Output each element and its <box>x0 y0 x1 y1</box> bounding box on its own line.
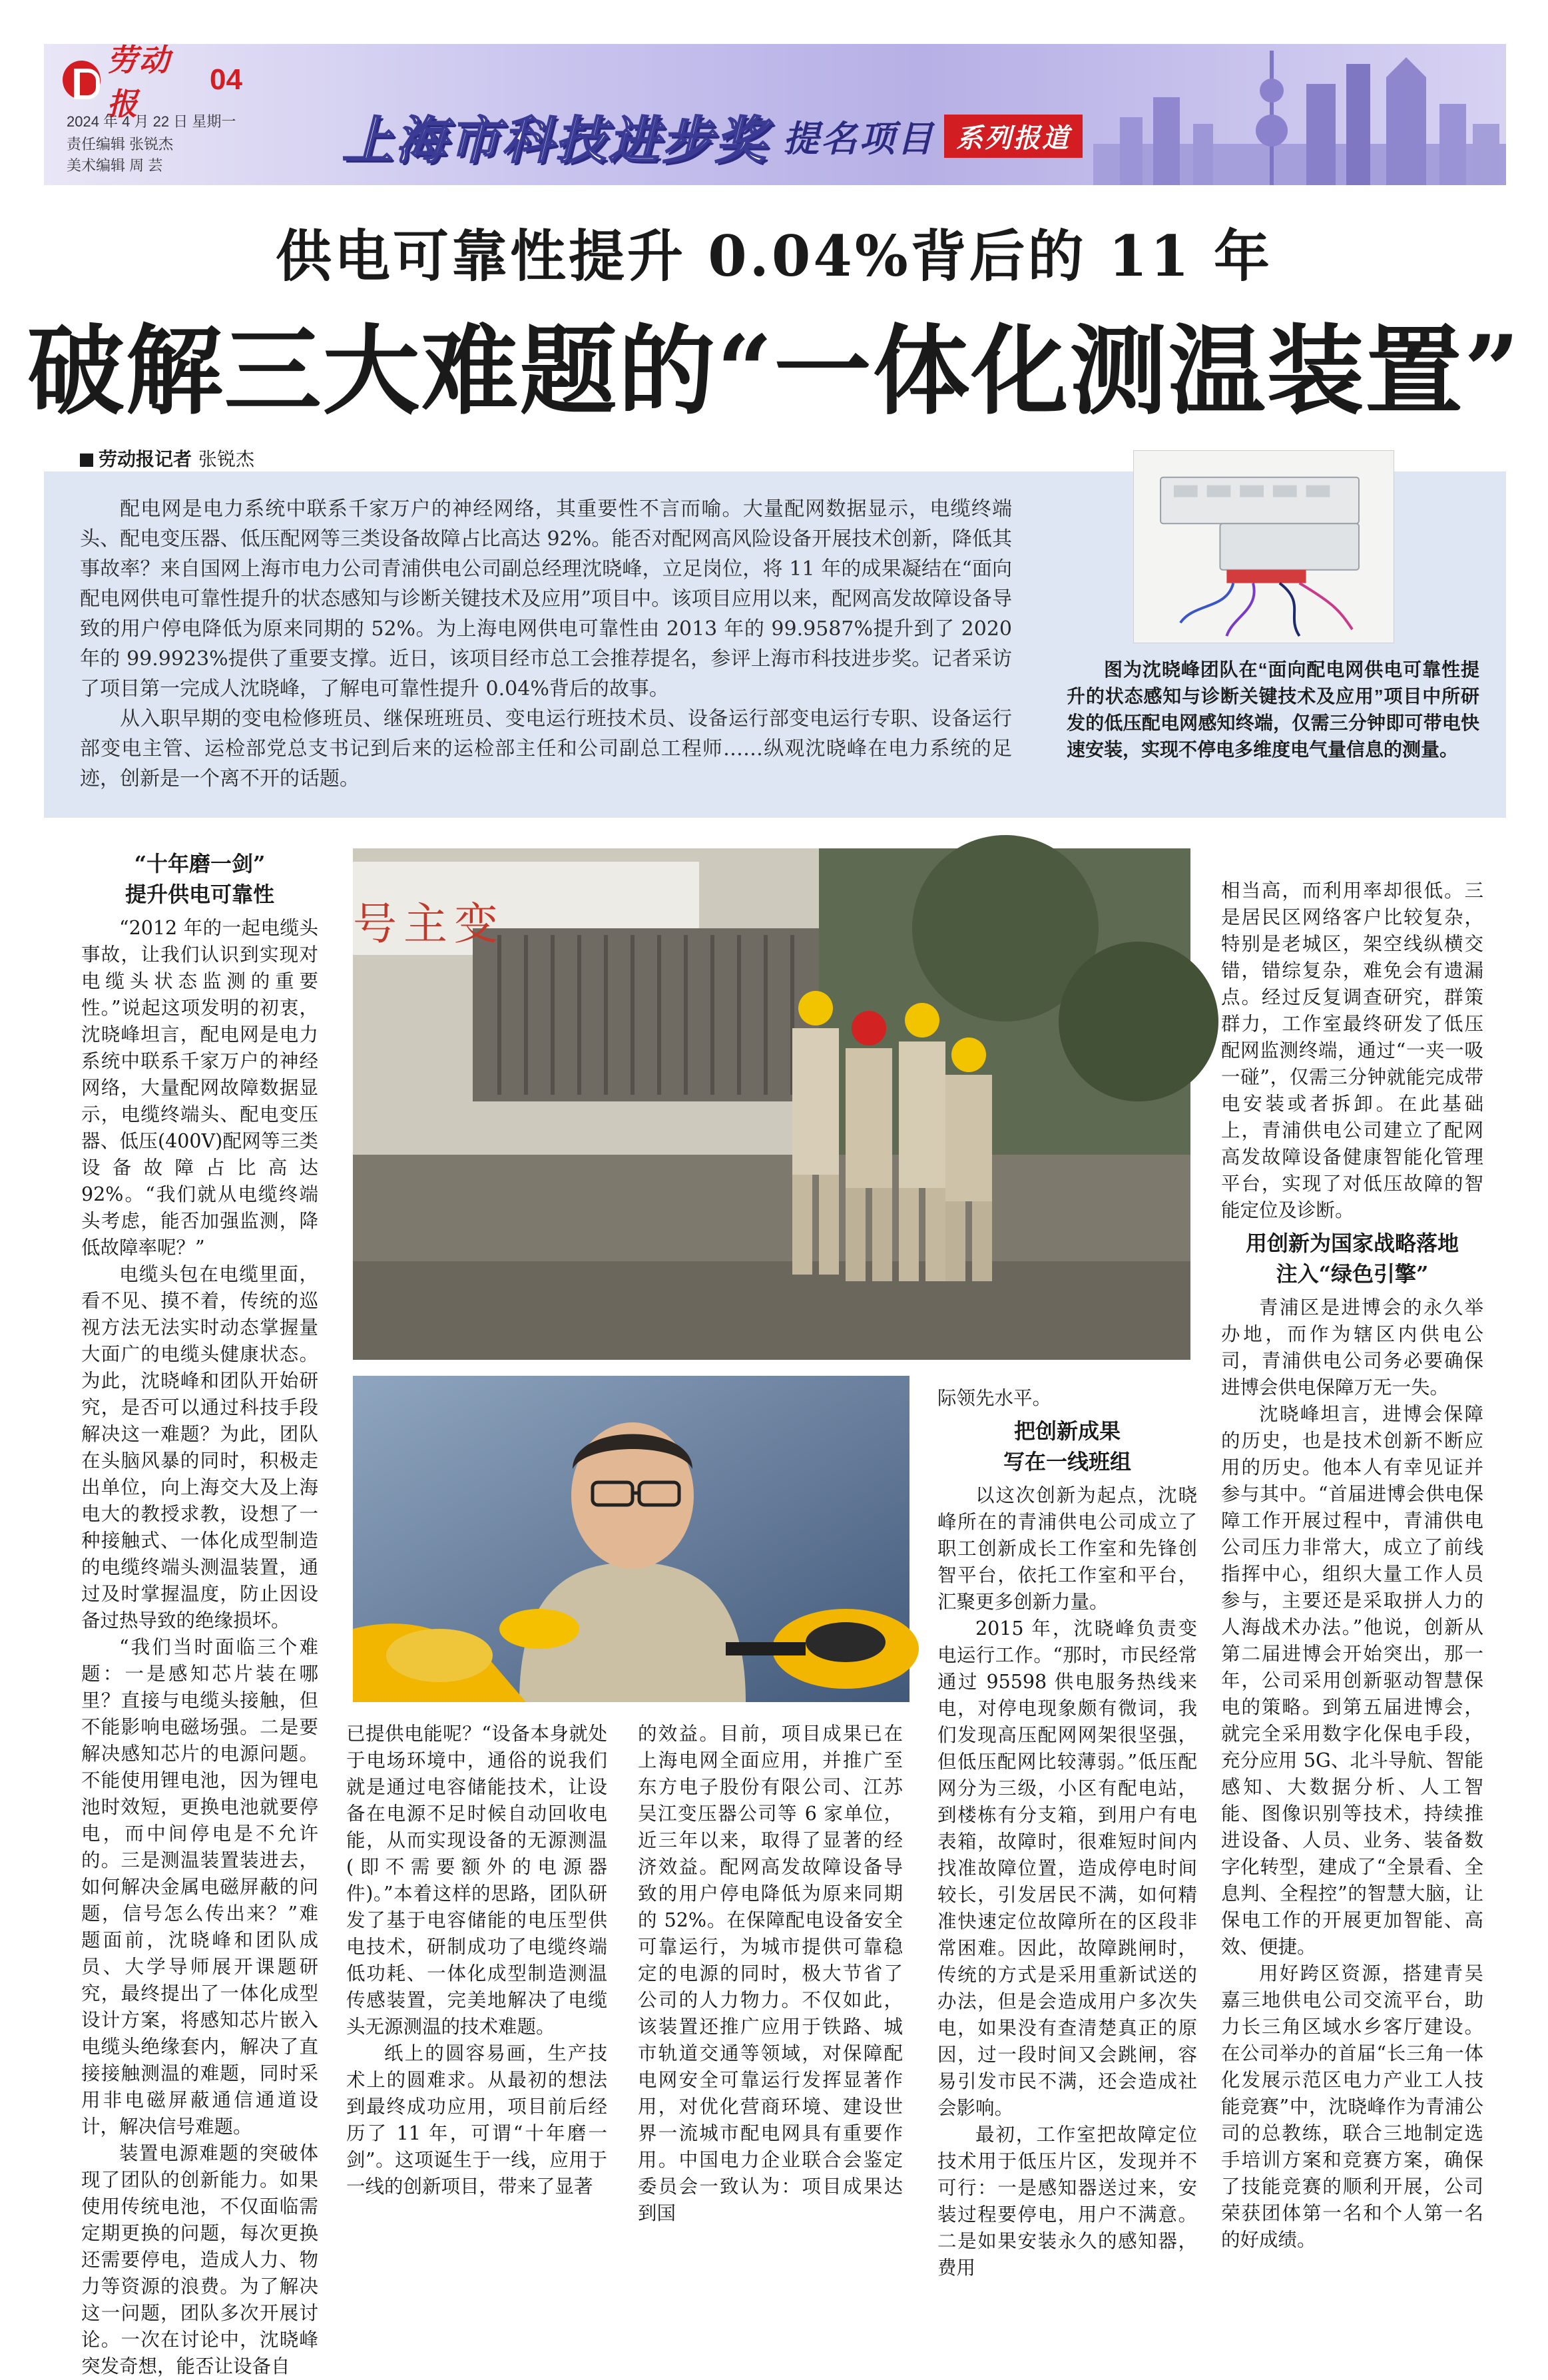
byline-label: 劳动报记者 <box>99 449 192 469</box>
body-paragraph: 际领先水平。 <box>937 1387 1052 1409</box>
series-tag: 系列报道 <box>944 115 1083 158</box>
article-column-5 <box>1221 878 1483 2253</box>
body-paragraph: 沈晓峰坦言，进博会保障的历史，也是技术创新不断应用的历史。他本人有幸见证并参与其中。“首届进博会供电保障工作开展过程中，青浦供电公司压力非常大，成立了前线指挥中心，组织大量工作人员参与，主要还是采取拼人力的人海战术办法。”他说，创新从第二届进博会开始突出，那一年，公司采用创新驱动智慧保电的策略。到第五届进博会，就完全采用数字化保电手段，充分应用 5G、北斗导航、智能感知、大数据分析、人工智能、图像识别等技术，持续推进设备、人员、业务、装备数字化转型，建成了“全景看、全息判、全程控”的智慧大脑，让保电工作的开展更加智能、高效、便捷。 <box>1221 1403 1483 1958</box>
section-heading-line: 注入“绿色引擎” <box>1276 1261 1429 1287</box>
body-paragraph: 2015 年，沈晓峰负责变电运行工作。“那时，市民经常通过 95598 供电服务热线来电，对停电现象颇有微词，我们发现高压配网网架很坚强，但低压配网比较薄弱。”低压配网分为三级，小区有配电站，到楼栋有分支箱，到用户有电表箱，故障时，很难短时间内找准故障位置，造成停电时间较长，引发居民不满，如何精准快速定位故障所在的区段非常困难。因此，故障跳闸时，传统的方式是采用重新试送的办法，但是会造成用户多次失电，如果没有查清楚真正的原因，过一段时间又会跳闸，容易引发市民不满，还会造成社会影响。 <box>937 1618 1197 2119</box>
body-paragraph: 已提供电能呢？“设备本身就处于电场环境中，通俗的说我们就是通过电容储能技术，让设备在电源不足时候自动回收电能，从而实现设备的无源测温(即不需要额外的电源器件)。”本着这样的思路，团队研发了基于电容储能的电压型供电技术，研制成功了电缆终端低功耗、一体化成型制造测温传感装置，完美地解决了电缆头无源测温的技术难题。 <box>346 1723 607 2038</box>
section-heading-line: 提升供电可靠性 <box>125 882 274 907</box>
section-heading-line: 用创新为国家战略落地 <box>1245 1231 1459 1256</box>
body-paragraph: 相当高，而利用率却很低。三是居民区网络客户比较复杂，特别是老城区，架空线纵横交错，错综复杂，难免会有遗漏点。经过反复调查研究，群策群力，工作室最终研发了低压配网监测终端，通过“一夹一吸一碰”，仅需三分钟就能完成带电安装或者拆卸。在此基础上，青浦供电公司建立了配网高发故障设备健康智能化管理平台，实现了对低压故障的智能定位及诊断。 <box>1221 880 1483 1221</box>
article-column-3 <box>638 1721 903 2227</box>
section-heading-3 <box>1221 1228 1483 1289</box>
section-heading-1 <box>81 848 318 910</box>
masthead-banner <box>44 44 1506 185</box>
responsible-editor: 责任编辑 张锐杰 <box>67 136 174 152</box>
byline <box>80 445 254 471</box>
body-paragraph: 最初，工作室把故障定位技术用于低压片区，发现并不可行：一是感知器送过来，安装过程要停电，用户不满意。二是如果安装永久的感知器，费用 <box>937 2124 1197 2279</box>
article-column-1 <box>81 844 318 2380</box>
body-paragraph: “2012 年的一起电缆头事故，让我们认识到实现对电缆头状态监测的重要性。”说起这项发明的初衷，沈晓峰坦言，配电网是电力系统中联系千家万户的神经网络，大量配网故障数据显示，电缆终端头、配电变压器、低压(400V)配网等三类设备故障占比高达 92%。“我们就从电缆终端头考虑，能否加强监测，降低故障率呢？” <box>81 917 318 1259</box>
article-column-4 <box>937 1385 1197 2281</box>
sensor-photo-caption: 图为沈晓峰团队在“面向配电网供电可靠性提升的状态感知与诊断关键技术及应用”项目中所研发的低压配电网感知终端，仅需三分钟即可带电快速安装，实现不停电多维度电气量信息的测量。 <box>1067 659 1479 760</box>
engineer-portrait-photo <box>353 1376 909 1702</box>
page-number: 04 <box>210 63 242 96</box>
paper-name: 劳动报 <box>107 42 171 122</box>
art-editor: 美术编辑 周 芸 <box>67 157 163 174</box>
body-paragraph: 的效益。目前，项目成果已在上海电网全面应用，并推广至东方电子股份有限公司、江苏吴江变压器公司等 6 家单位，近三年以来，取得了显著的经济效益。配网高发故障设备导致的用户停电降低为原来同期的 52%。在保障配电设备安全可靠运行，为城市提供可靠稳定的电源的同时，极大节省了公司的人力物力。不仅如此，该装置还推广应用于铁路、城市轨道交通等领域，对保障配电网安全可靠运行发挥显著作用，对优化营商环境、建设世界一流城市配电网具有重要作用。中国电力企业联合会鉴定委员会一致认为：项目成果达到国 <box>638 1723 903 2224</box>
body-paragraph: 电缆头包在电缆里面，看不见、摸不着，传统的巡视方法无法实时动态掌握量大面广的电缆头健康状态。为此，沈晓峰和团队开始研究，是否可以通过科技手段解决这一难题？为此，团队在头脑风暴的同时，积极走出单位，向上海交大及上海电大的教授求教，设想了一种接触式、一体化成型制造的电缆终端头测温装置，通过及时掌握温度，防止因设备过热导致的绝缘损坏。 <box>81 1263 318 1632</box>
byline-name: 张锐杰 <box>198 448 255 470</box>
section-heading-2 <box>937 1416 1197 1477</box>
issue-date: 2024 年 4 月 22 日 星期一 <box>67 113 236 130</box>
shanghai-skyline-graphic <box>1093 44 1506 185</box>
article-column-2 <box>346 1721 607 2200</box>
intro-paragraph: 从入职早期的变电检修班员、继保班班员、变电运行班技术员、设备运行部变电运行专职、设备运行部变电主管、运检部党总支书记到后来的运检部主任和公司副总工程师……纵观沈晓峰在电力系统的足迹，创新是一个离不开的话题。 <box>80 707 1012 790</box>
body-paragraph: 装置电源难题的突破体现了团队的创新能力。如果使用传统电池，不仅面临需定期更换的问题，每次更换还需要停电，造成人力、物力等资源的浪费。为了解决这一问题，团队多次开展讨论。一次在讨论中，沈晓峰突发奇想，能否让设备自 <box>81 2142 318 2377</box>
logo-icon <box>63 61 101 99</box>
series-subtitle: 提名项目 <box>783 117 935 160</box>
series-main-title: 上海市科技进步奖 <box>342 110 768 170</box>
body-paragraph: “我们当时面临三个难题：一是感知芯片装在哪里？直接与电缆头接触，但不能影响电磁场强。二是要解决感知芯片的电源问题。不能使用锂电池，因为锂电池时效短，更换电池就要停电，而中间停电是不允许的。三是测温装置装进去，如何解决金属电磁屏蔽的问题，信号怎么传出来？”难题面前，沈晓峰和团队成员、大学导师展开课题研究，最终提出了一体化成型设计方案，将感知芯片嵌入电缆头绝缘套内，解决了直接接触测温的难题，同时采用非电磁屏蔽通信通道设计，解决信号难题。 <box>81 1636 318 2138</box>
byline-square-icon <box>80 453 93 467</box>
article-headline: 破解三大难题的“一体化测温装置” <box>27 314 1521 428</box>
section-heading-line: 把创新成果 <box>1013 1418 1121 1444</box>
article-kicker: 供电可靠性提升 0.04%背后的 11 年 <box>275 223 1273 289</box>
section-heading-line: “十年磨一剑” <box>134 851 266 876</box>
body-paragraph: 纸上的圆容易画，生产技术上的圆难求。从最初的想法到最终成功应用，项目前后经历了 11 年，可谓“十年磨一剑”。这项诞生于一线，应用于一线的创新项目，带来了显著 <box>346 2042 607 2198</box>
section-heading-line: 写在一线班组 <box>1003 1449 1131 1474</box>
body-paragraph: 青浦区是进博会的永久举办地，而作为辖区内供电公司，青浦供电公司务必要确保进博会供电保障万无一失。 <box>1221 1297 1483 1398</box>
workers-inspection-photo <box>353 848 1190 1360</box>
engineer-portrait-illustration <box>353 1376 909 1702</box>
sensor-terminal-photo <box>1133 450 1394 643</box>
substation-sign-text: 号主变 <box>353 898 505 950</box>
series-title <box>342 103 1083 169</box>
body-paragraph: 以这次创新为起点，沈晓峰所在的青浦供电公司成立了职工创新成长工作室和先锋创智平台，依托工作室和平台，汇聚更多创新力量。 <box>937 1484 1197 1613</box>
intro-paragraph: 配电网是电力系统中联系千家万户的神经网络，其重要性不言而喻。大量配网数据显示，电缆终端头、配电变压器、低压配网等三类设备故障占比高达 92%。能否对配网高风险设备开展技术创新，降低其事故率？来自国网上海市电力公司青浦供电公司副总经理沈晓峰，立足岗位，将 11 年的成果凝结在“面向配电网供电可靠性提升的状态感知与诊断关键技术及应用”项目中。该项目应用以来，配网高发故障设备导致的用户停电降低为原来同期的 52%。为上海电网供电可靠性由 2013 年的 99.9587%提升到了 2020 年的 99.9923%提供了重要支撑。近日，该项目经市总工会推荐提名，参评上海市科技进步奖。记者采访了项目第一完成人沈晓峰，了解电可靠性提升 0.04%背后的故事。 <box>80 497 1012 701</box>
intro-text <box>80 494 1012 794</box>
body-paragraph: 用好跨区资源，搭建青吴嘉三地供电公司交流平台，助力长三角区域水乡客厅建设。在公司举办的首届“长三角一体化发展示范区电力产业工人技能竞赛”中，沈晓峰作为青浦公司的总教练，联合三地制定选手培训方案和竞赛方案，确保了技能竞赛的顺利开展，公司荣获团体第一名和个人第一名的好成绩。 <box>1221 1962 1483 2251</box>
